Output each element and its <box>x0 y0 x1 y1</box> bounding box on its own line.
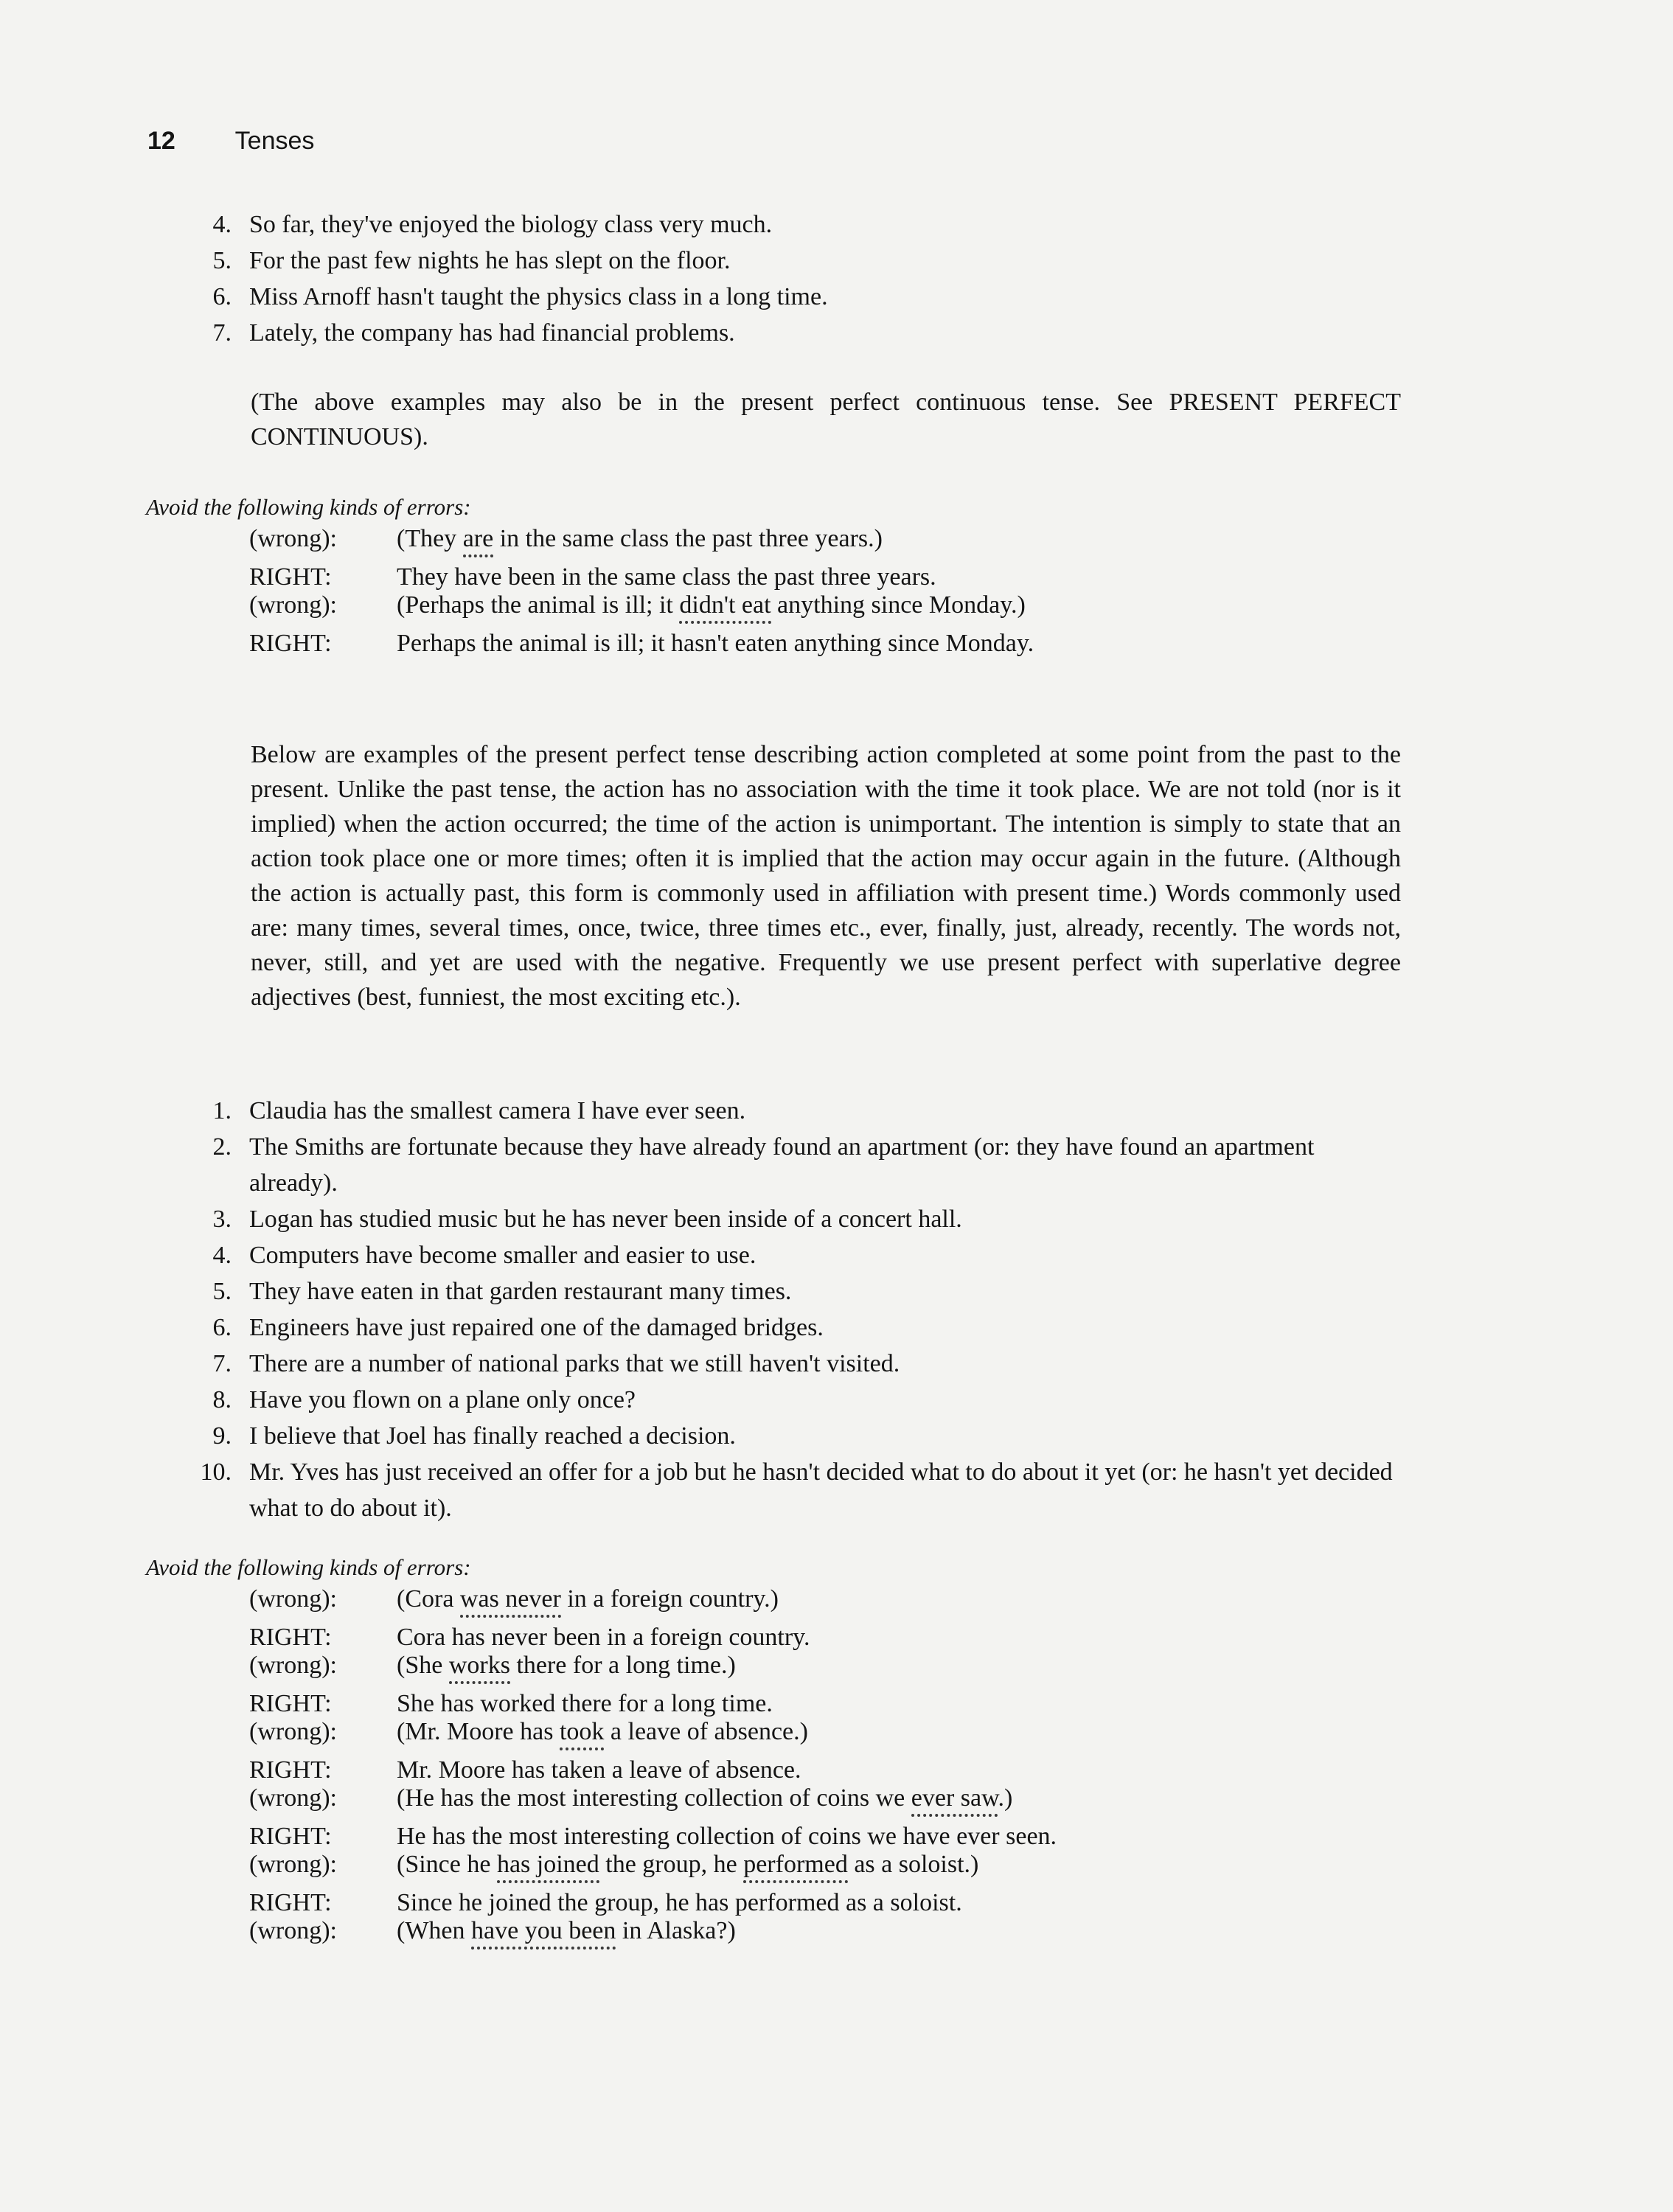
error-row: RIGHT: They have been in the same class the past three years. <box>249 563 936 591</box>
error-row: RIGHT: She has worked there for a long time. <box>249 1690 773 1717</box>
list-item: 1. Claudia has the smallest camera I have ever seen. <box>212 1097 746 1124</box>
example-list <box>198 1093 1401 1526</box>
error-row: (wrong): (He has the most interesting collection of coins we ever saw.) <box>249 1784 1057 1812</box>
continuous-tense-note: (The above examples may also be in the present perfect continuous tense. See PRESENT PERFECT CONTINUOUS). <box>251 389 1401 451</box>
list-item: 4. So far, they've enjoyed the biology class very much. <box>212 211 773 238</box>
list-item: 7. There are a number of national parks that we still haven't visited. <box>212 1350 900 1377</box>
chapter-title: Tenses <box>234 127 315 155</box>
list-item: 10. Mr. Yves has just received an offer for a job but he hasn't decided what to do about it yet (or: he hasn't yet decided what to do about it). <box>200 1458 1393 1522</box>
list-item: 5. For the past few nights he has slept on the floor. <box>212 247 731 274</box>
error-row: (wrong): (They are in the same class the past three years.) <box>249 525 1034 553</box>
error-row: (wrong): (Perhaps the animal is ill; it didn't eat anything since Monday.) <box>249 591 1034 619</box>
error-row: RIGHT: Since he joined the group, he has performed as a soloist. <box>249 1889 962 1916</box>
list-item: 6. Engineers have just repaired one of the damaged bridges. <box>212 1314 824 1341</box>
list-item: 2. The Smiths are fortunate because they have already found an apartment (or: they have found an apartment already). <box>212 1133 1315 1197</box>
error-row: (wrong): (Cora was never in a foreign country.) <box>249 1585 1057 1613</box>
explanation-paragraph: Below are examples of the present perfect tense describing action completed at some point from the past to the present. Unlike the past tense, the action has no association with the time it took place. We are not told (nor is it implied) when the action occurred; the time of the action is unimportant. The intention is simply to state that an action took place one or more times; often it is implied that the action may occur again in the future. (Although the action is actually past, this form is commonly used in affiliation with present time.) Words commonly used are: many times, several times, once, twice, three times etc., ever, finally, just, already, recently. The words not, never, still, and yet are used with the negative. Frequently we use present perfect with superlative degree adjectives (best, funniest, the most exciting etc.). <box>251 741 1401 1011</box>
list-item: 6. Miss Arnoff hasn't taught the physics class in a long time. <box>212 283 828 310</box>
avoid-errors-heading: Avoid the following kinds of errors: <box>146 494 471 520</box>
error-row: (wrong): (She works there for a long time.) <box>249 1652 1057 1680</box>
error-examples-2 <box>249 1585 1057 1945</box>
error-row: RIGHT: He has the most interesting collection of coins we have ever seen. <box>249 1823 1057 1850</box>
list-item: 4. Computers have become smaller and easier to use. <box>212 1242 756 1269</box>
list-item: 7. Lately, the company has had financial problems. <box>212 319 735 347</box>
error-row: (wrong): (Mr. Moore has took a leave of absence.) <box>249 1718 1057 1746</box>
list-item: 5. They have eaten in that garden restaurant many times. <box>212 1278 792 1305</box>
error-row: RIGHT: Perhaps the animal is ill; it hasn't eaten anything since Monday. <box>249 630 1034 657</box>
list-item: 8. Have you flown on a plane only once? <box>212 1386 636 1413</box>
error-row: (wrong): (When have you been in Alaska?) <box>249 1917 1057 1945</box>
list-item: 3. Logan has studied music but he has never been inside of a concert hall. <box>212 1206 962 1233</box>
error-row: (wrong): (Since he has joined the group, he performed as a soloist.) <box>249 1851 1057 1879</box>
avoid-errors-heading: Avoid the following kinds of errors: <box>146 1554 471 1580</box>
error-row: RIGHT: Mr. Moore has taken a leave of absence. <box>249 1756 801 1784</box>
error-examples-1 <box>249 525 1034 658</box>
page-header <box>147 127 314 156</box>
example-list-continued <box>198 206 1377 351</box>
list-item: 9. I believe that Joel has finally reached a decision. <box>212 1422 736 1450</box>
error-row: RIGHT: Cora has never been in a foreign country. <box>249 1624 810 1651</box>
page-number: 12 <box>147 127 175 155</box>
